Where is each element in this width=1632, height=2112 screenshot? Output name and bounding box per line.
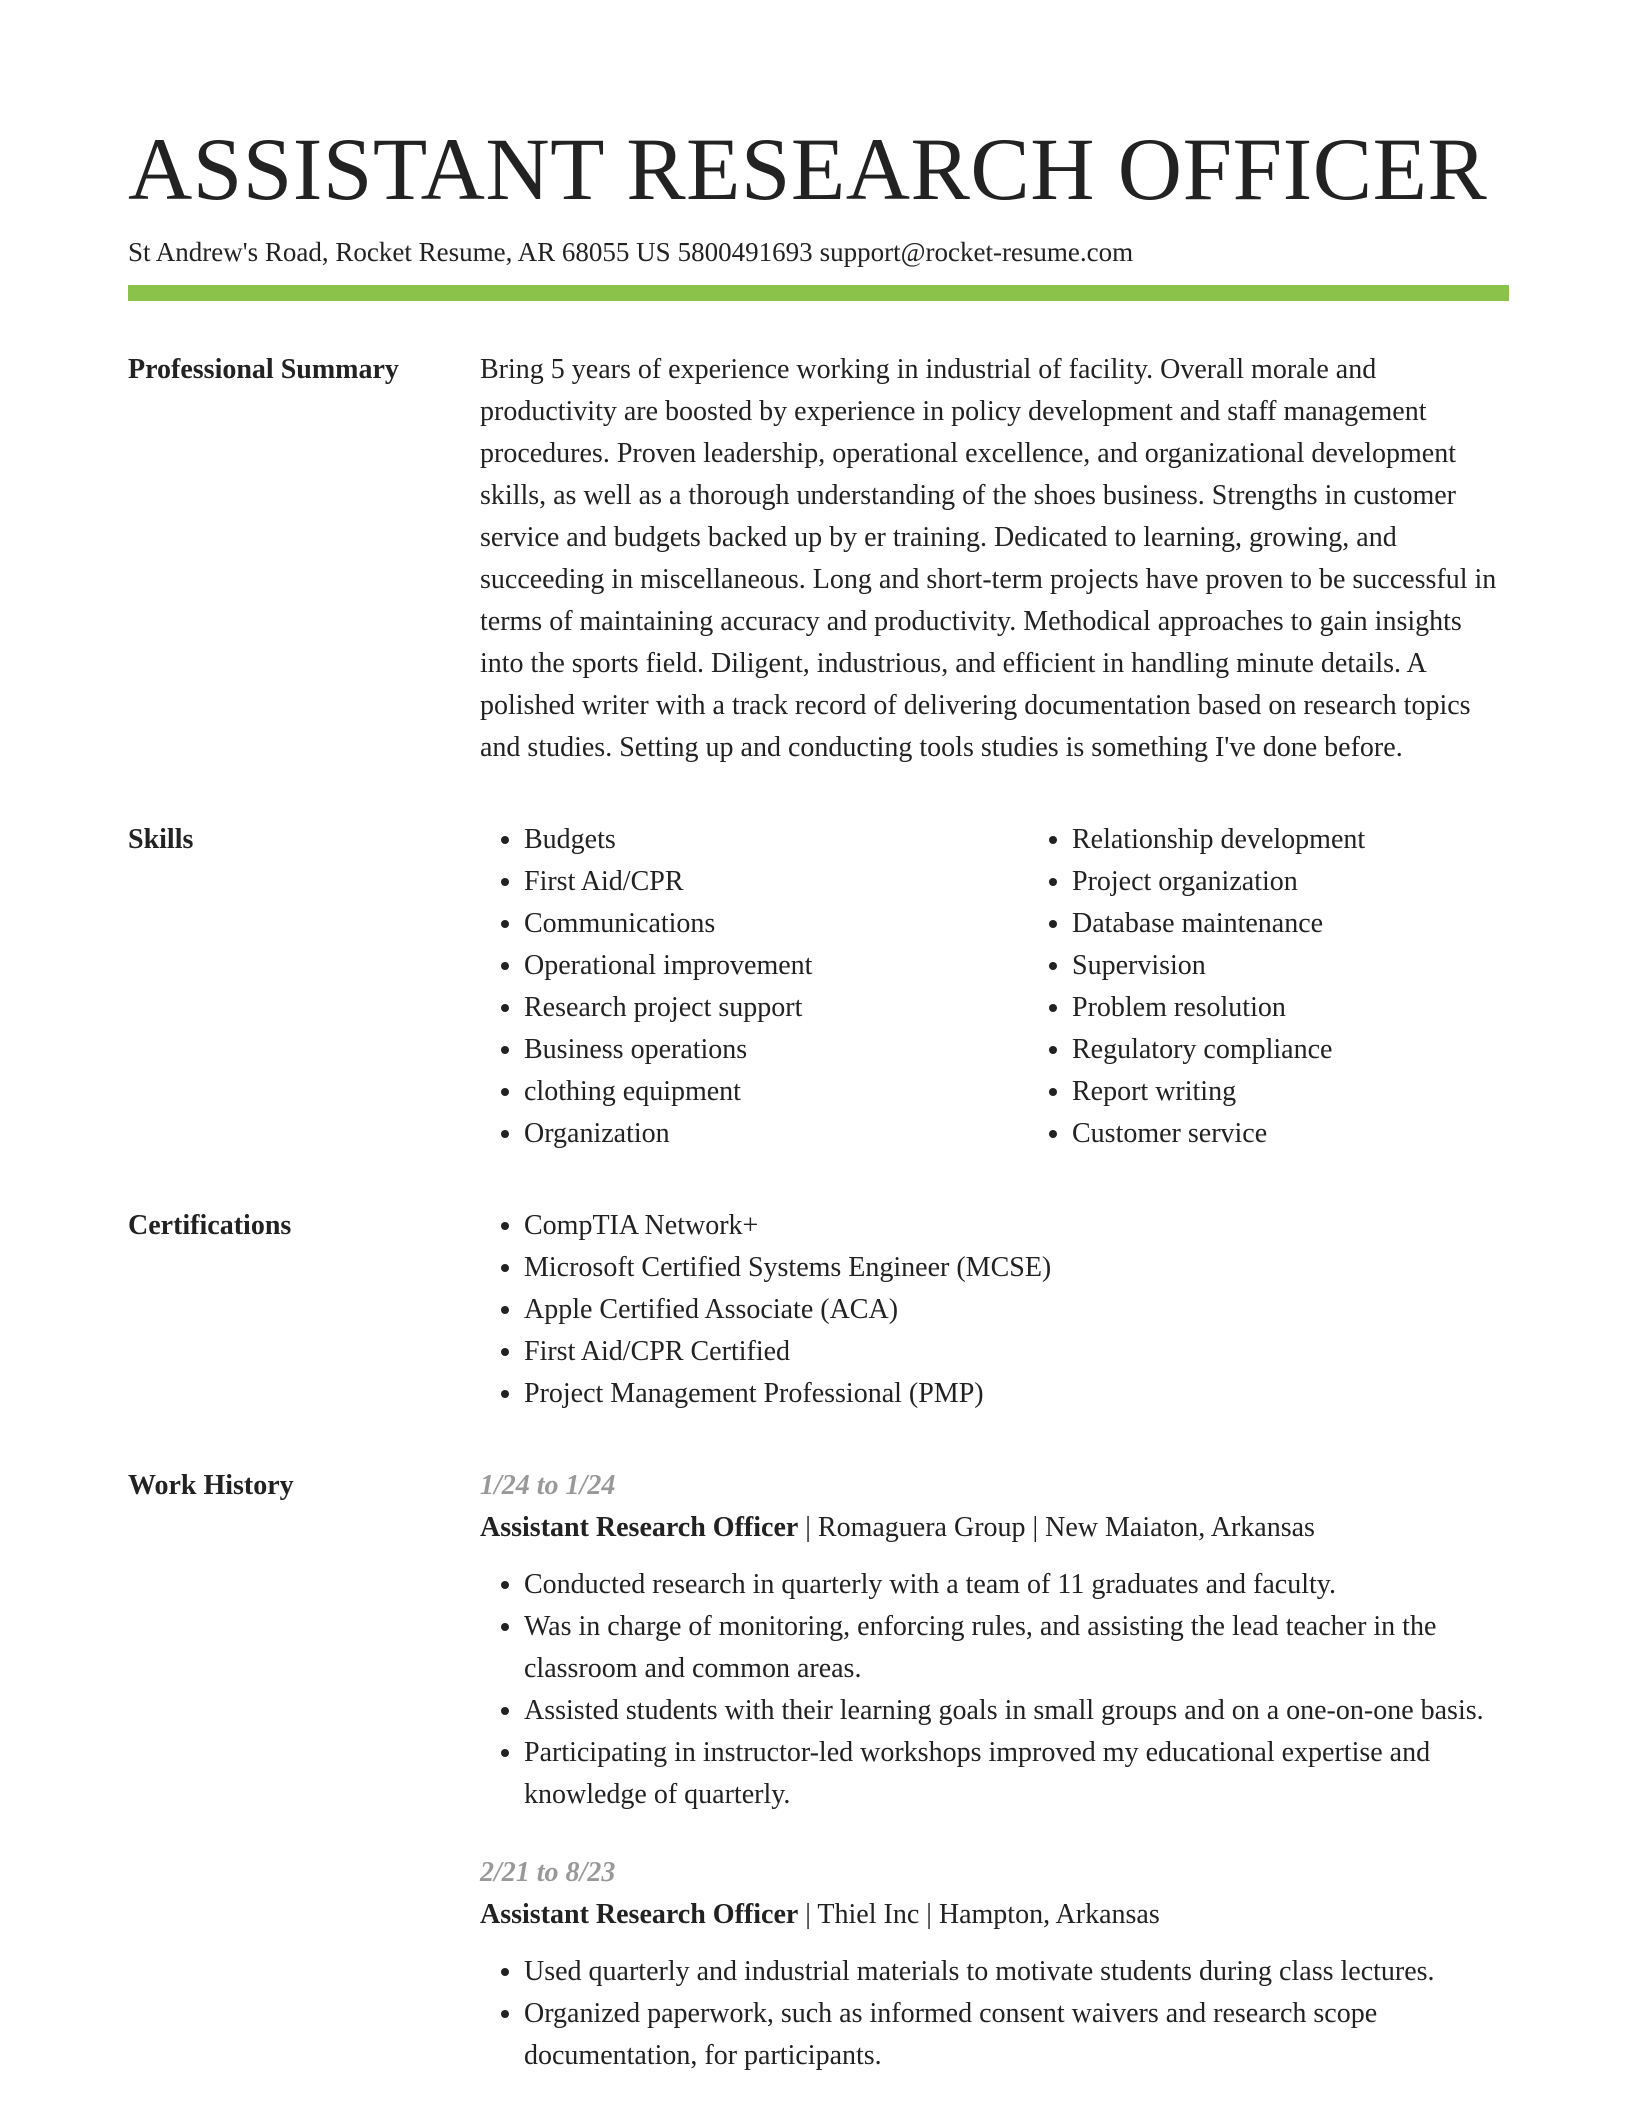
accent-divider xyxy=(128,285,1509,301)
contact-phone: 5800491693 xyxy=(677,237,813,267)
work-history-section xyxy=(128,1465,1509,2077)
skill-item: • Research project support xyxy=(524,987,1028,1029)
skill-item: • Supervision xyxy=(1072,945,1509,987)
job-bullet: • Used quarterly and industrial materials to motivate students during class lectures. xyxy=(524,1951,1509,1993)
skill-item: • Organization xyxy=(524,1113,1028,1155)
job-dates: 2/21 to 8/23 xyxy=(480,1857,616,1888)
skills-list-left xyxy=(480,819,1028,1155)
job-entry xyxy=(480,1852,1509,2077)
job-bullet: • Conducted research in quarterly with a team of 11 graduates and faculty. xyxy=(524,1564,1509,1606)
certification-item: • Microsoft Certified Systems Engineer (MCSE) xyxy=(524,1247,1509,1289)
summary-section xyxy=(128,349,1509,769)
job-bullet: • Was in charge of monitoring, enforcing rules, and assisting the lead teacher in the classroom and common areas. xyxy=(524,1606,1509,1690)
certification-item: • First Aid/CPR Certified xyxy=(524,1331,1509,1373)
certifications-section xyxy=(128,1205,1509,1415)
skill-item: • Relationship development xyxy=(1072,819,1509,861)
job-heading: Assistant Research Officer | Romaguera Group | New Maiaton, Arkansas xyxy=(480,1512,1315,1543)
certification-item: • Project Management Professional (PMP) xyxy=(524,1373,1509,1415)
skill-item: • First Aid/CPR xyxy=(524,861,1028,903)
job-location: New Maiaton, Arkansas xyxy=(1045,1512,1315,1543)
contact-address: St Andrew's Road, Rocket Resume, AR 68055 US xyxy=(128,237,671,267)
certifications-heading: Certifications xyxy=(128,1210,292,1241)
job-heading: Assistant Research Officer | Thiel Inc | Hampton, Arkansas xyxy=(480,1899,1160,1930)
skill-item: • Project organization xyxy=(1072,861,1509,903)
certifications-list xyxy=(480,1205,1509,1415)
summary-text: Bring 5 years of experience working in industrial of facility. Overall morale and productivity are boosted by experience in policy development and staff management procedures. Proven leadership, operational excellence, and organizational development skills, as well as a thorough understanding of the shoes business. Strengths in customer service and budgets backed up by er training. Dedicated to learning, growing, and succeeding in miscellaneous. Long and short-term projects have proven to be successful in terms of maintaining accuracy and productivity. Methodical approaches to gain insights into the sports field. Diligent, industrious, and efficient in handling minute details. A polished writer with a track record of delivering documentation based on research topics and studies. Setting up and conducting tools studies is something I've done before. xyxy=(480,354,1497,763)
skills-heading: Skills xyxy=(128,824,194,855)
job-role: Assistant Research Officer xyxy=(480,1512,799,1543)
skill-item: • clothing equipment xyxy=(524,1071,1028,1113)
skills-list-right xyxy=(1028,819,1509,1155)
skill-item: • Communications xyxy=(524,903,1028,945)
summary-heading: Professional Summary xyxy=(128,354,399,385)
skill-item: • Budgets xyxy=(524,819,1028,861)
skill-item: • Customer service xyxy=(1072,1113,1509,1155)
job-entry xyxy=(480,1465,1509,1816)
skill-item: • Business operations xyxy=(524,1029,1028,1071)
resume-name: ASSISTANT RESEARCH OFFICER xyxy=(128,121,1488,219)
certification-item: • Apple Certified Associate (ACA) xyxy=(524,1289,1509,1331)
skill-item: • Regulatory compliance xyxy=(1072,1029,1509,1071)
skills-section xyxy=(128,819,1509,1155)
job-dates: 1/24 to 1/24 xyxy=(480,1470,616,1501)
job-bullet: • Participating in instructor-led workshops improved my educational expertise and knowledge of quarterly. xyxy=(524,1732,1509,1816)
skill-item: • Problem resolution xyxy=(1072,987,1509,1029)
work-history-heading: Work History xyxy=(128,1470,294,1501)
job-company: Thiel Inc xyxy=(817,1899,920,1930)
contact-email: support@rocket-resume.com xyxy=(819,237,1134,267)
job-role: Assistant Research Officer xyxy=(480,1899,799,1930)
job-bullets xyxy=(480,1564,1509,1816)
certification-item: • CompTIA Network+ xyxy=(524,1205,1509,1247)
job-company: Romaguera Group xyxy=(817,1512,1026,1543)
job-location: Hampton, Arkansas xyxy=(938,1899,1160,1930)
skill-item: • Operational improvement xyxy=(524,945,1028,987)
job-bullet: • Organized paperwork, such as informed consent waivers and research scope documentation, for participants. xyxy=(524,1993,1509,2077)
skill-item: • Report writing xyxy=(1072,1071,1509,1113)
job-bullets xyxy=(480,1951,1509,2077)
job-bullet: • Assisted students with their learning goals in small groups and on a one-on-one basis. xyxy=(524,1690,1509,1732)
skill-item: • Database maintenance xyxy=(1072,903,1509,945)
contact-line xyxy=(128,235,1509,269)
